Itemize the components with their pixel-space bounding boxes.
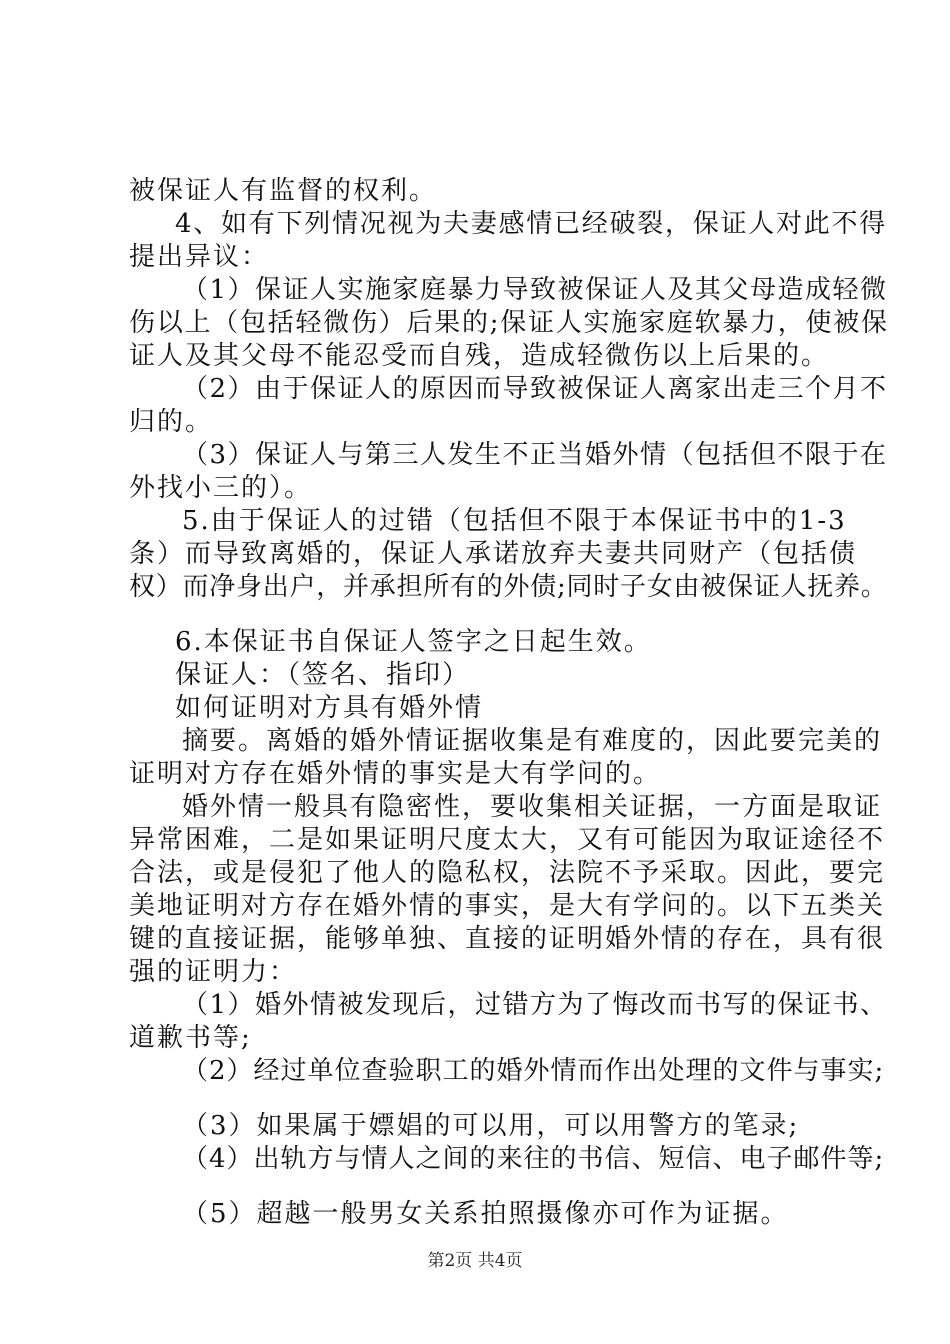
section-heading: 如何证明对方具有婚外情 [175,693,484,723]
text-line: 道歉书等; [129,1023,252,1053]
text-line: 合法，或是侵犯了他人的隐私权，法院不予采取。因此，要完 [129,858,886,888]
text-line: 被保证人有监督的权利。 [129,176,438,206]
text-line: （2）经过单位查验职工的婚外情而作出处理的文件与事实; [182,1056,885,1086]
text-line: 归的。 [129,407,214,437]
text-line: 证人及其父母不能忍受而自残，造成轻微伤以上后果的。 [129,341,830,371]
text-line: （1）保证人实施家庭暴力导致被保证人及其父母造成轻微 [182,275,888,305]
text-line: 伤以上（包括轻微伤）后果的;保证人实施家庭软暴力，使被保 [129,308,889,338]
text-line: 婚外情一般具有隐密性，要收集相关证据，一方面是取证 [182,792,883,822]
text-line: （3）如果属于嫖娼的可以用，可以用警方的笔录; [182,1111,800,1141]
text-line: （5）超越一般男女关系拍照摄像亦可作为证据。 [182,1199,789,1229]
text-line: 强的证明力： [129,957,298,987]
page-footer: 第2页 共4页 [427,1251,523,1271]
text-line: （2）由于保证人的原因而导致被保证人离家出走三个月不 [182,374,888,404]
text-line: 提出异议： [129,242,270,272]
text-line: 异常困难，二是如果证明尺度太大，又有可能因为取证途径不 [129,825,886,855]
text-line: （1）婚外情被发现后，过错方为了悔改而书写的保证书、 [182,990,888,1020]
text-line: 外找小三的）。 [129,473,313,503]
text-line: 权）而净身出户，并承担所有的外债;同时子女由被保证人抚养。 [129,572,888,602]
text-line: 5.由于保证人的过错（包括但不限于本保证书中的1-3 [182,506,847,536]
text-line: 摘要。离婚的婚外情证据收集是有难度的，因此要完美的 [182,726,883,756]
text-line: 键的直接证据，能够单独、直接的证明婚外情的存在，具有很 [129,924,886,954]
text-line: 保证人：（签名、指印） [175,660,471,690]
text-line: 6.本保证书自保证人签字之日起生效。 [175,627,652,657]
text-line: 证明对方存在婚外情的事实是大有学问的。 [129,759,662,789]
text-line: （4）出轨方与情人之间的来往的书信、短信、电子邮件等; [182,1144,885,1174]
text-line: （3）保证人与第三人发生不正当婚外情（包括但不限于在 [182,440,888,470]
text-line: 美地证明对方存在婚外情的事实，是大有学问的。以下五类关 [129,891,886,921]
text-line: 4、如有下列情况视为夫妻感情已经破裂，保证人对此不得 [175,209,888,239]
text-line: 条）而导致离婚的，保证人承诺放弃夫妻共同财产（包括债 [129,539,858,569]
